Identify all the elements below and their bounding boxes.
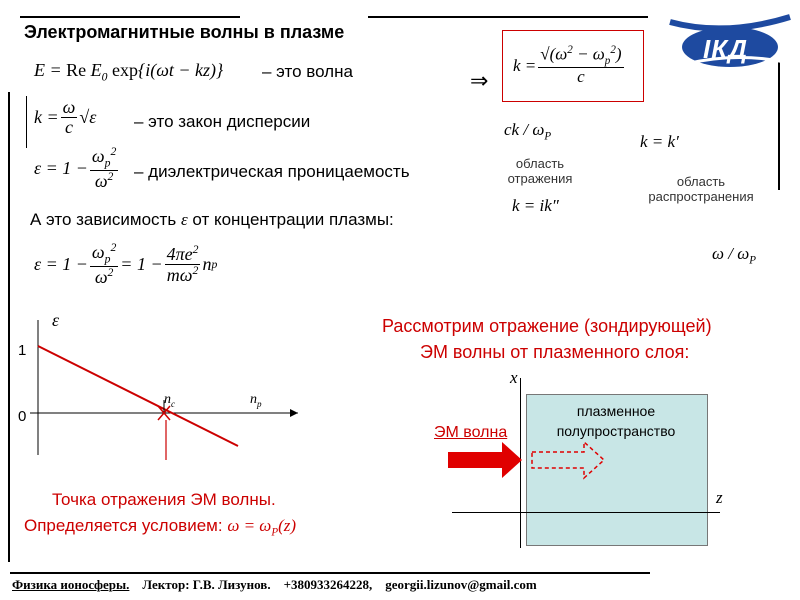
concentration-text: А это зависимость bbox=[30, 210, 177, 229]
diagram-x-label: x bbox=[510, 368, 518, 387]
reflection-heading-1: Рассмотрим отражение (зондирующей) bbox=[382, 316, 712, 336]
top-rule-left bbox=[20, 16, 240, 18]
boxed-k-formula: k = $\frac{√(\omega^2 - \omega_p^2)}{c}$ bbox=[502, 30, 644, 102]
right-vertical-rule bbox=[778, 60, 780, 190]
logo-text: ІКД bbox=[703, 34, 748, 64]
plot-tick-0: 0 bbox=[18, 408, 27, 425]
plot-tick-1: 1 bbox=[18, 342, 27, 359]
footer bbox=[12, 577, 537, 593]
equation-dispersion-box bbox=[26, 96, 131, 148]
diagram-z-label: z bbox=[716, 488, 723, 507]
equation-permittivity: ε = 1 − $\frac{\omega_p^2}{\omega^2}$ bbox=[34, 145, 117, 191]
epsilon-symbol: ε bbox=[180, 210, 188, 229]
transmitted-wave-arrow bbox=[530, 440, 610, 480]
equation-dispersion-caption: – это закон дисперсии bbox=[134, 112, 311, 131]
em-wave-label: ЭМ волна bbox=[434, 424, 508, 441]
k-imag-label: k = ik″ bbox=[512, 196, 559, 215]
omega-over-omegap: ω / $\omega_P$ bbox=[712, 244, 756, 267]
implies-arrow: ⇒ bbox=[470, 68, 489, 93]
incident-wave-arrow bbox=[448, 440, 528, 480]
concentration-line bbox=[30, 210, 394, 230]
k-real-label: k = k′ bbox=[640, 132, 679, 151]
ikd-logo bbox=[665, 12, 795, 72]
condition-formula: $\omega = \omega_P(z)$ bbox=[227, 516, 297, 539]
condition-text: Определяется условием: bbox=[24, 516, 223, 535]
equation-concentration: ε = 1 − $\frac{\omega_p^2}{\omega^2}$ = 1 − $\frac{4\pi e^2}{m\omega^2}$ n p bbox=[34, 241, 218, 287]
equation-permittivity-caption: – диэлектрическая проницаемость bbox=[134, 162, 410, 181]
condition-line bbox=[24, 516, 296, 538]
reflection-heading-2: ЭМ волны от плазменного слоя: bbox=[420, 342, 690, 362]
ck-over-omegap: ck / $\omega_P$ bbox=[504, 120, 552, 143]
slide-title: Электромагнитные волны в плазме bbox=[24, 22, 345, 42]
region-reflection-label: область отражения bbox=[507, 156, 573, 186]
region-propagation-label: область распространения bbox=[648, 174, 754, 204]
equation-dispersion: k = $\frac{\omega}{c}$ √ε bbox=[34, 97, 97, 137]
footer-course: Физика ионосферы. bbox=[12, 577, 130, 592]
footer-email[interactable]: georgii.lizunov@gmail.com bbox=[385, 577, 537, 592]
footer-phone: +380933264228, bbox=[283, 577, 373, 592]
footer-rule bbox=[10, 572, 650, 574]
reflection-point-text: Точка отражения ЭМ волны. bbox=[52, 490, 276, 509]
equation-wave: E = Re $E_0$ exp{i(ωt − kz)} bbox=[34, 60, 224, 84]
plot-nc-label: $n_c$ bbox=[164, 392, 176, 409]
equation-wave-caption: – это волна bbox=[262, 62, 353, 81]
plot-y-axis-label: ε bbox=[52, 310, 60, 330]
footer-lecturer: Лектор: Г.В. Лизунов. bbox=[142, 577, 271, 592]
diagram-horizontal-axis bbox=[452, 512, 720, 513]
plasma-box-label: плазменное полупространство bbox=[556, 403, 676, 439]
plot-x-axis-label: $n_p$ bbox=[250, 392, 262, 409]
concentration-text-2: от концентрации плазмы: bbox=[192, 210, 394, 229]
top-rule-right bbox=[368, 16, 648, 18]
